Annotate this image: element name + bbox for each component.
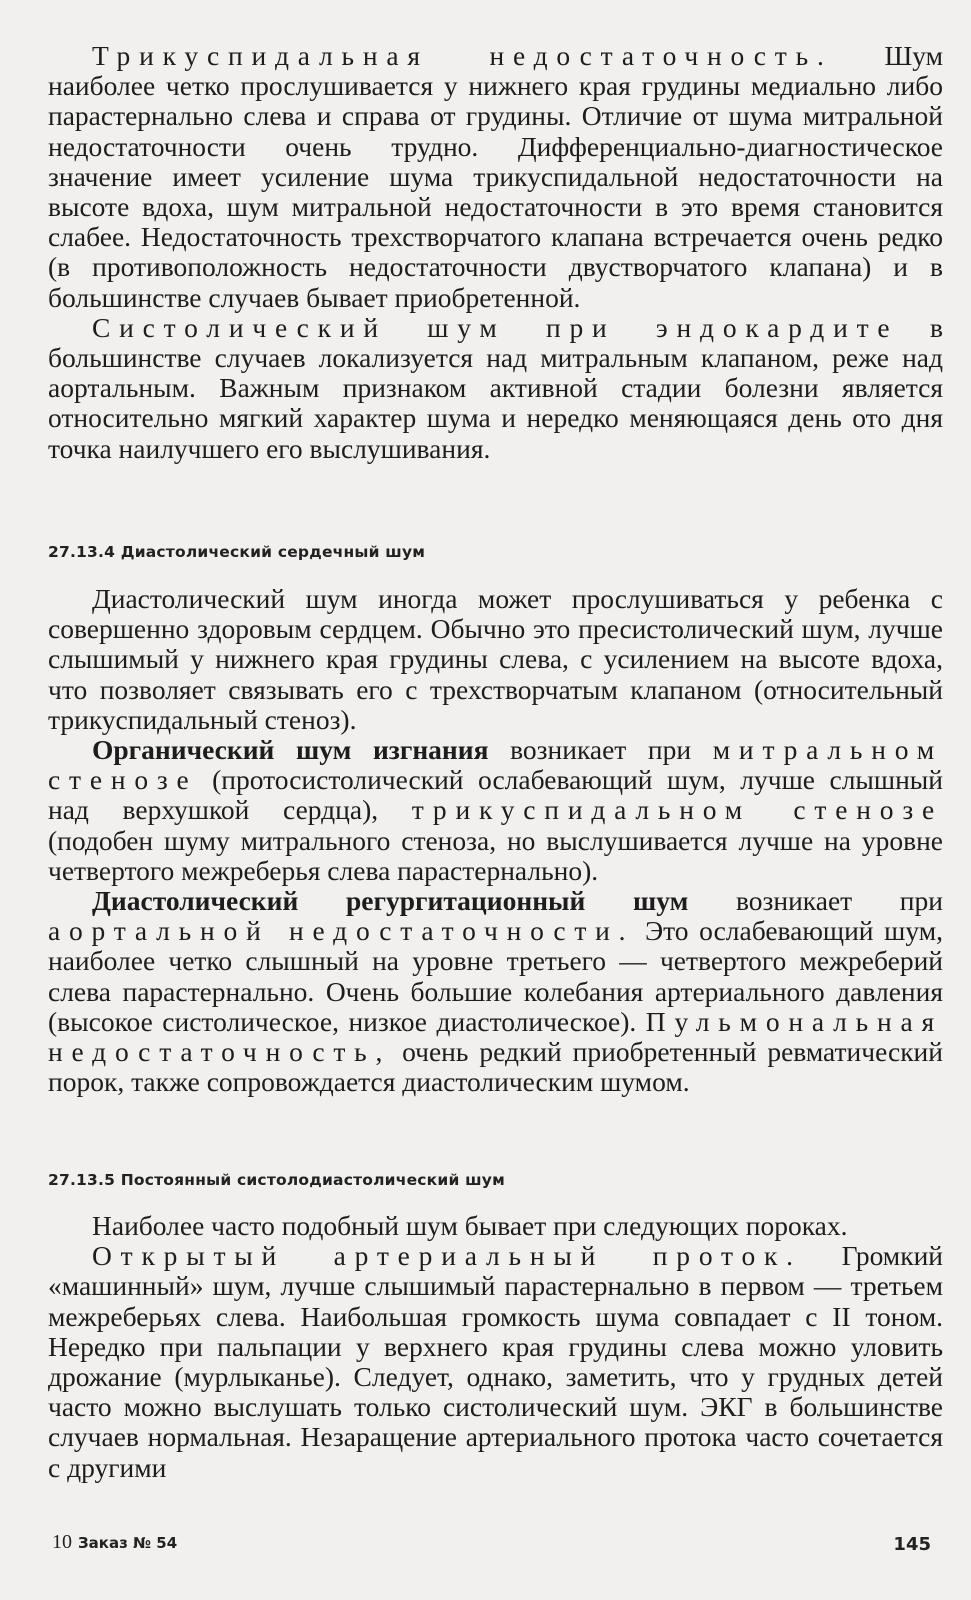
paragraph-text: возникает при [488,734,713,766]
paragraph-text: Шум наиболее четко прослушивается у нижнего края грудины медиально либо парастернально слева и справа от грудины. Отличие от шума митральной недостаточности очень трудно. Дифференциально-диагностическое значение имеет усиление шума трикуспидальной недостаточности на высоте вдоха, шум митральной недостаточности в это время становится слабее. Недостаточность трехстворчатого клапана встречается очень редко (в противоположность недостаточности двустворчатого клапана) и в большинстве случаев бывает приобретенной. [48,40,943,313]
page-number: 145 [893,1534,931,1555]
term-mitral-stenosis: митральном стенозе [48,734,943,796]
text-block-systolodiastolic [48,1211,943,1483]
paragraph-endocarditis [48,313,943,464]
paragraph-patent-ductus [48,1241,943,1483]
term-regurgitation-murmur: Диастолический регургитационный шум [92,885,689,917]
paragraph-text: Это ослабевающий шум, наиболее четко слышный на уровне третьего — четвертого межреберий слева парастернально. Очень большие колебания артериального давления (высокое систолическое, низкое диастолическое). [48,915,943,1037]
paragraph-text: (подобен шуму митрального стеноза, но выслушивается лучше на уровне четвертого межреберья слева парастернально). [48,824,943,886]
paragraph-systolodiastolic-intro: Наиболее часто подобный шум бывает при следующих пороках. [92,1210,848,1241]
order-number: Заказ № 54 [78,1534,178,1552]
paragraph-tricuspid-insufficiency [48,41,943,313]
printer-signature [52,1531,177,1554]
paragraph-regurgitation-murmur [48,886,943,1097]
signature-number: 10 [52,1531,72,1553]
paragraph-text: Громкий «машинный» шум, лучше слышимый парастернально в первом — третьем межреберьях слева. Наибольшая громкость шума совпадает с II тоном. Нередко при пальпации у верхнего края грудины слева можно уловить дрожание (мурлыканье). Следует, однако, заметить, что у грудных детей часто можно выслушать только систолический шум. ЭКГ в большинстве случаев нормальная. Незаращение артериального протока часто сочетается с другими [48,1240,944,1483]
term-tricuspid-insufficiency: Трикуспидальная недостаточность. [92,40,833,71]
paragraph-text: (протосистолический ослабевающий шум, лучше слышный над верхушкой сердца), [48,764,943,826]
term-systolic-murmur-endocarditis: Систолический шум при эндокардите [92,311,899,343]
text-block-diastolic [48,584,943,1097]
paragraph-text: в большинстве случаев локализуется над митральным клапаном, реже над аортальным. Важным признаком активной стадии болезни является относительно мягкий характер шума и нередко меняющаяся день ото дня точка наилучшего его выслушивания. [48,311,943,464]
section-heading-systolodiastolic-murmur: 27.13.5 Постоянный систолодиастолический шум [48,1171,505,1189]
section-heading-diastolic-murmur: 27.13.4 Диастолический сердечный шум [48,543,426,561]
term-organic-ejection-murmur: Органический шум изгнания [92,734,489,766]
term-pulmonary-insufficiency: Пульмональная недостаточность, [48,1005,943,1068]
paragraph-text: возникает при [688,885,943,917]
paragraph-organic-ejection-murmur [48,735,943,886]
text-block-continued [48,41,943,464]
paragraph-diastolic-intro: Диастолический шум иногда может прослушиваться у ребенка с совершенно здоровым сердцем. Обычно это пресистолический шум, лучше слышимый у нижнего края грудины слева, с усилением на высоте вдоха, что позволяет связывать его с трехстворчатым клапаном (относительный трикуспидальный стеноз). [48,583,943,735]
term-patent-ductus-arteriosus: Открытый артериальный проток. [92,1240,802,1272]
term-tricuspid-stenosis: трикуспидальном стенозе [411,794,943,826]
paragraph-text: очень редкий приобретенный ревматический порок, также сопровождается диастолическим шумом. [48,1036,943,1098]
term-aortic-insufficiency: аортальной недостаточности. [48,915,635,947]
